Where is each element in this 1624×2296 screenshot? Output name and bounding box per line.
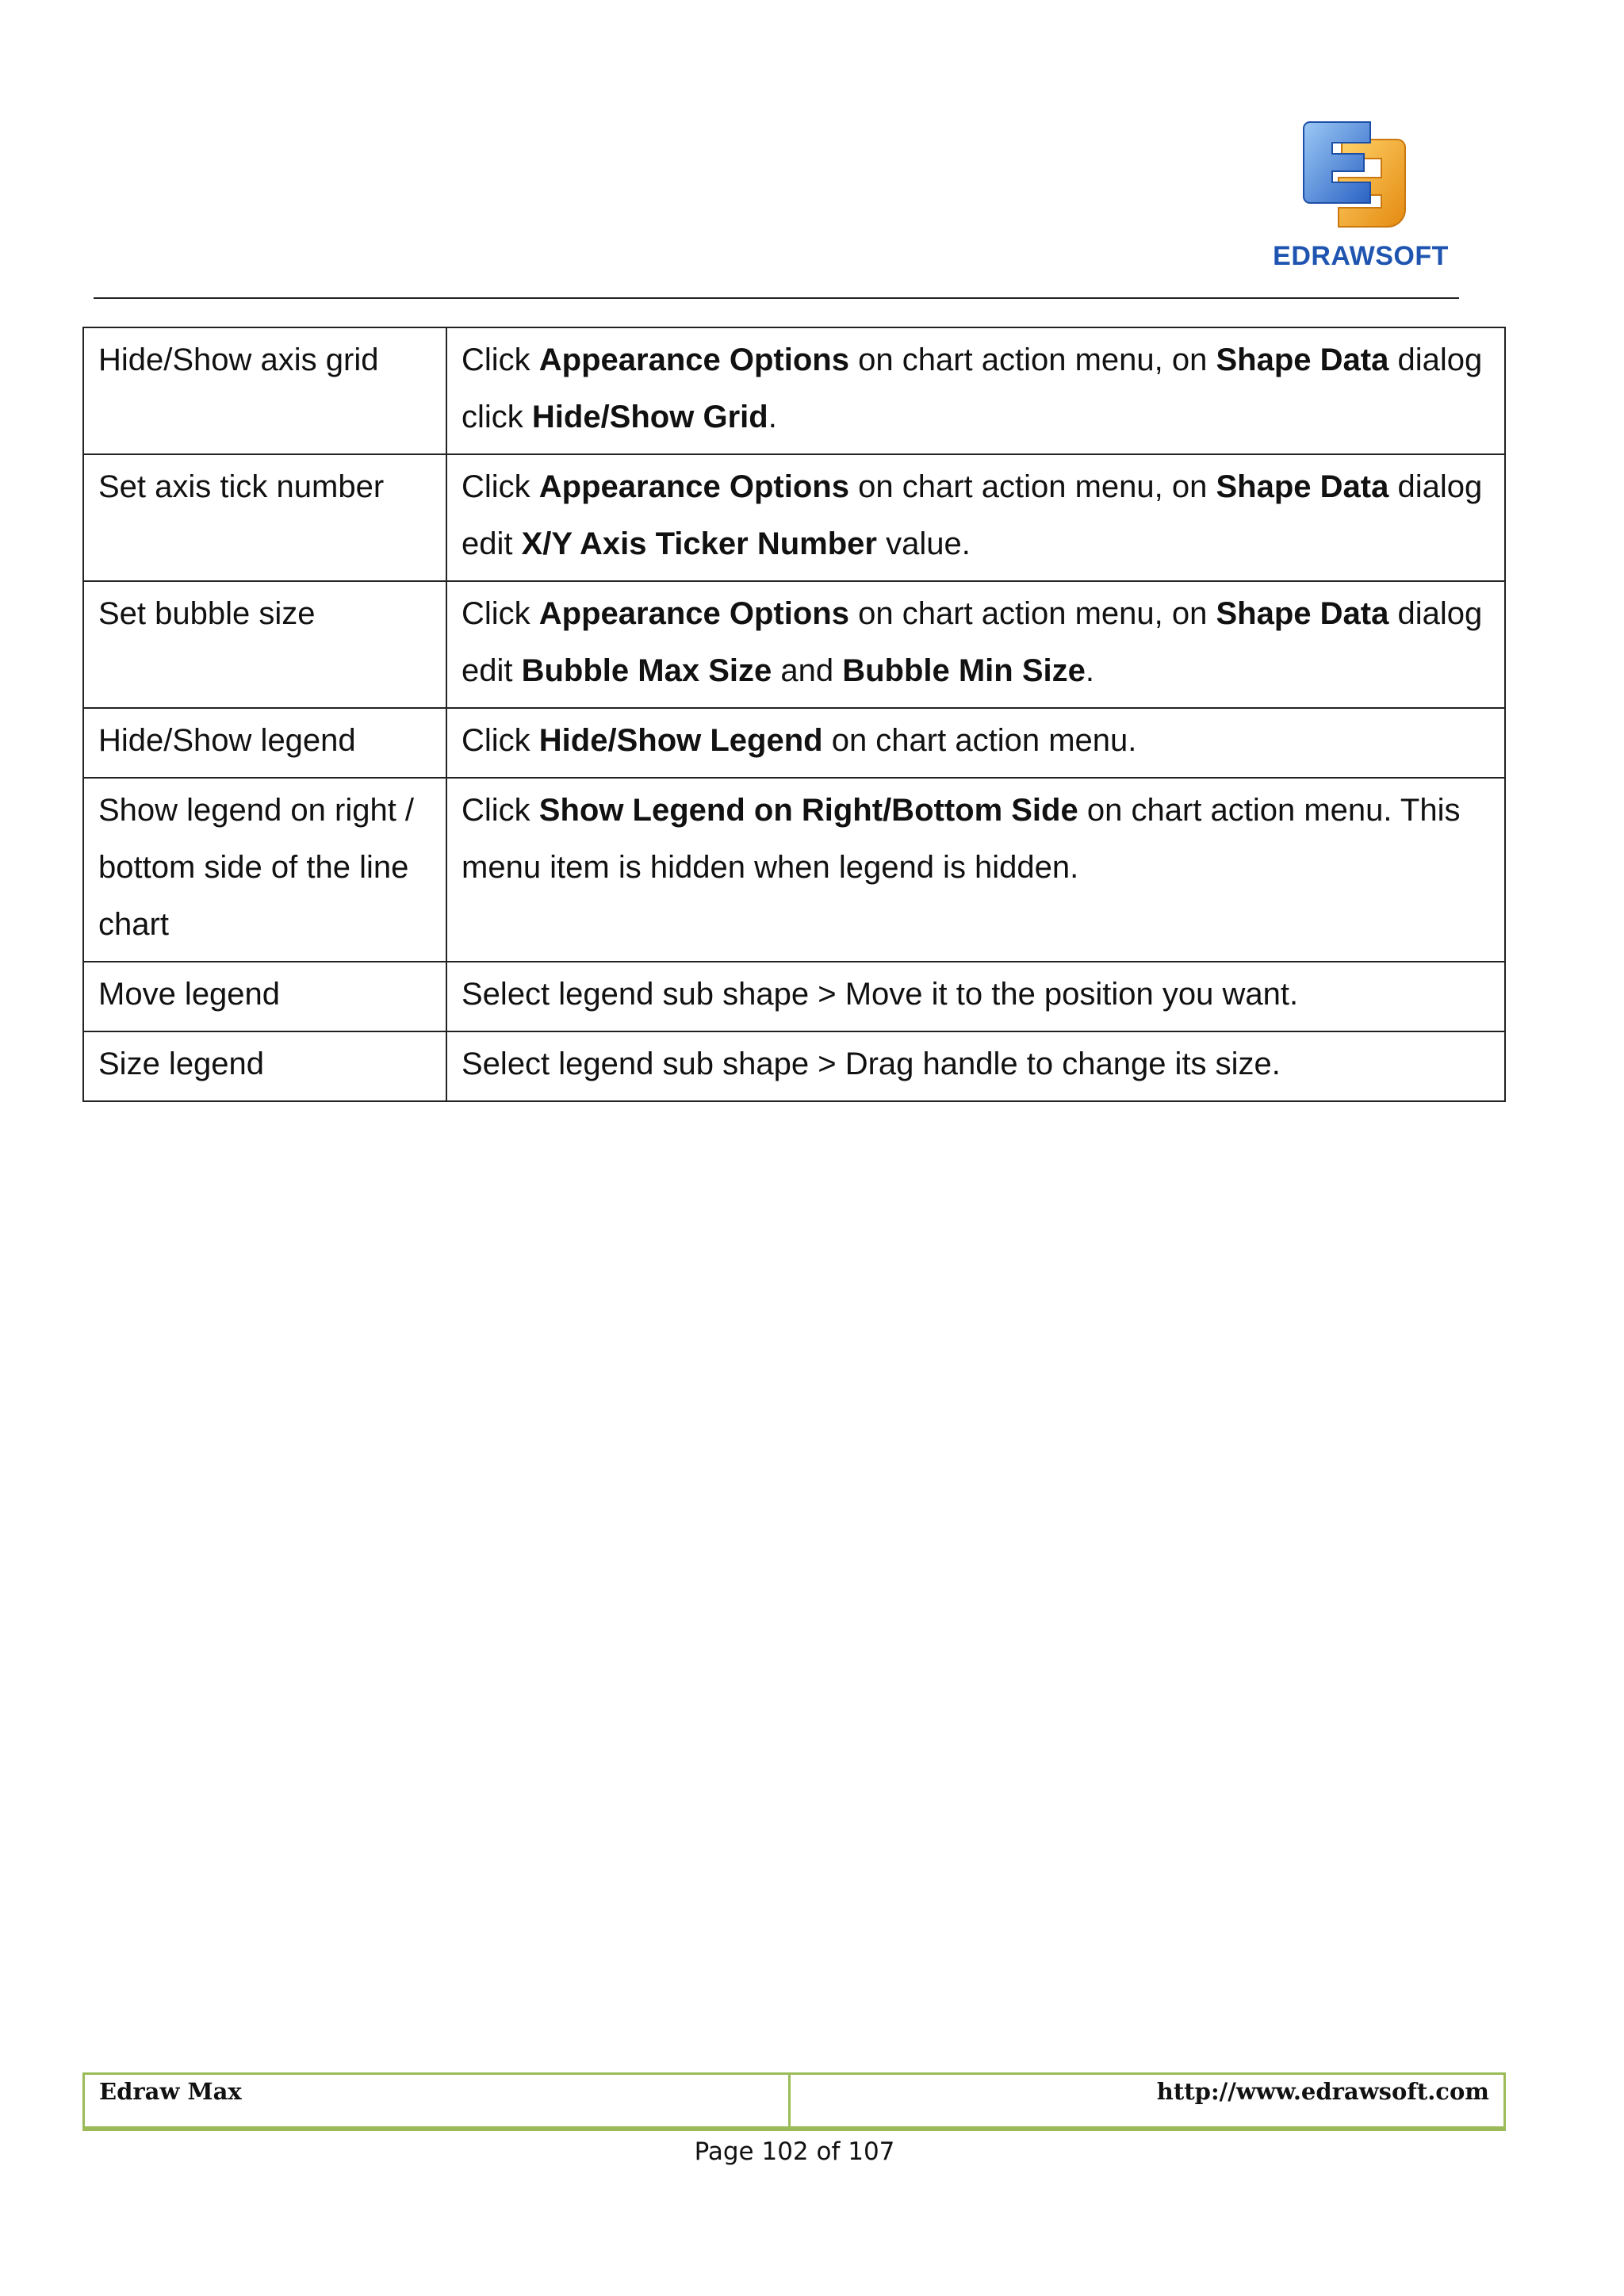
action-cell: Set axis tick number — [83, 454, 446, 581]
footer-website-link[interactable]: http://www.edrawsoft.com — [1156, 2078, 1489, 2105]
instruction-cell — [446, 454, 1505, 581]
instruction-cell — [446, 778, 1505, 962]
page-footer — [82, 2072, 1506, 2131]
table-row — [83, 327, 1505, 454]
action-cell: Move legend — [83, 962, 446, 1031]
instruction-text: . — [1085, 653, 1095, 688]
instruction-keyword: Bubble Max Size — [521, 653, 772, 688]
table-row — [83, 778, 1505, 962]
action-cell: Hide/Show legend — [83, 708, 446, 778]
action-cell: Size legend — [83, 1031, 446, 1101]
instruction-text: and — [772, 653, 843, 688]
instruction-text: Click — [462, 793, 539, 828]
instruction-text: Click — [462, 596, 539, 631]
instruction-text: Select legend sub shape > Drag handle to change its size. — [462, 1047, 1281, 1081]
instruction-text: on chart action menu, on — [848, 342, 1216, 377]
instruction-cell — [446, 1031, 1505, 1101]
instruction-text: . — [768, 400, 777, 434]
instruction-cell — [446, 708, 1505, 778]
action-cell: Hide/Show axis grid — [83, 327, 446, 454]
instruction-text: dialog edit — [462, 469, 1483, 561]
instruction-keyword: Bubble Min Size — [842, 653, 1086, 688]
instruction-keyword: Shape Data — [1216, 596, 1389, 631]
action-cell: Set bubble size — [83, 581, 446, 708]
edrawsoft-logo — [1266, 117, 1456, 276]
table-row — [83, 581, 1505, 708]
header-divider — [94, 297, 1459, 299]
instruction-keyword: Show Legend on Right/Bottom Side — [538, 793, 1078, 828]
instruction-cell — [446, 327, 1505, 454]
chart-actions-table — [82, 327, 1506, 1102]
table-row — [83, 454, 1505, 581]
instruction-keyword: Hide/Show Legend — [538, 723, 823, 758]
instruction-keyword: Shape Data — [1216, 342, 1389, 377]
instruction-cell — [446, 962, 1505, 1031]
instruction-keyword: Appearance Options — [538, 469, 849, 504]
page-number: Page 102 of 107 — [694, 2137, 895, 2166]
action-cell: Show legend on right / bottom side of the line chart — [83, 778, 446, 962]
instruction-keyword: Hide/Show Grid — [531, 400, 768, 434]
instruction-text: Click — [462, 342, 539, 377]
table-row — [83, 962, 1505, 1031]
instruction-text: Select legend sub shape > Move it to the position you want. — [462, 977, 1299, 1012]
instruction-text: on chart action menu. This menu item is hidden when legend is hidden. — [462, 793, 1461, 885]
instruction-text: on chart action menu, on — [848, 596, 1216, 631]
instruction-text: dialog edit — [462, 596, 1483, 688]
instruction-keyword: Shape Data — [1216, 469, 1389, 504]
footer-product-name: Edraw Max — [85, 2075, 791, 2126]
table-row — [83, 708, 1505, 778]
instruction-text: Click — [462, 469, 539, 504]
instruction-text: on chart action menu. — [822, 723, 1137, 758]
table-row — [83, 1031, 1505, 1101]
instruction-text: Click — [462, 723, 539, 758]
instruction-text: dialog click — [462, 342, 1483, 434]
instruction-text: value. — [876, 526, 971, 561]
instruction-keyword: X/Y Axis Ticker Number — [521, 526, 877, 561]
edrawsoft-logo-icon — [1300, 117, 1411, 236]
logo-wordmark: EDRAWSOFT — [1273, 241, 1449, 271]
instruction-text: on chart action menu, on — [848, 469, 1216, 504]
instruction-cell — [446, 581, 1505, 708]
instruction-keyword: Appearance Options — [538, 342, 849, 377]
instruction-keyword: Appearance Options — [538, 596, 849, 631]
